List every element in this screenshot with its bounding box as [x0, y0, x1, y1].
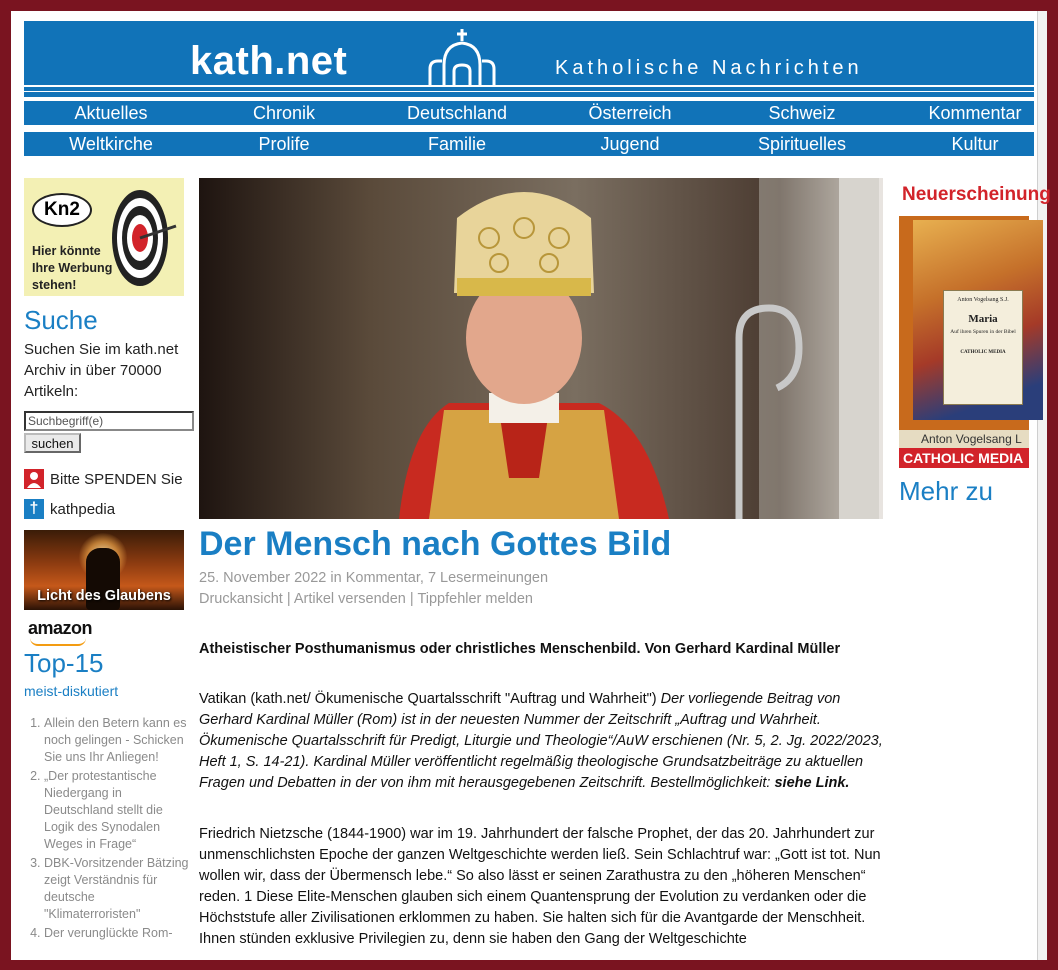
- target-icon: [104, 186, 180, 290]
- donate-icon: [24, 469, 44, 489]
- main-nav-row-2: [24, 132, 1034, 156]
- ad-header: [899, 178, 1051, 216]
- donate-link[interactable]: [24, 468, 183, 490]
- order-link[interactable]: siehe Link.: [774, 775, 850, 791]
- nav-chronik[interactable]: Chronik: [252, 103, 316, 123]
- meta-in: in: [330, 570, 342, 586]
- ad-banner-left[interactable]: [24, 178, 184, 296]
- article-intro: [199, 689, 883, 794]
- site-tagline: Katholische Nachrichten: [555, 57, 863, 79]
- book-author: Anton Vogelsang S.J.: [957, 297, 1009, 303]
- article-date: 25. November 2022: [199, 570, 327, 586]
- article-meta: [199, 570, 548, 586]
- article-body: Friedrich Nietzsche (1844-1900) war im 19. Jahrhundert der falsche Prophet, der das 20. Jahrhundert zur unmenschlichsten Epoche der ganzen Weltgeschichte werden ließ. Sein Schlachtruf war: „Gott ist tot. Nun wollen wir, dass der Übermensch lebe.“ So also lässt er seinen Zarathustra zu den „höheren Menschen“ reden. 1 Diese Elite-Menschen glauben sich einem Quantensprung der Evolution zu verdanken oder die Höchststufe aller Zivilisationen erklommen zu haben. Sie halten sich für die Avantgarde der Menschheit. Ihnen stünden exklusive Privilegien zu, denn sie haben den Gang der Weltgeschichte: [199, 826, 881, 947]
- nav-spirituelles[interactable]: Spirituelles: [757, 134, 847, 154]
- intro-note: Der vorliegende Beitrag von Gerhard Kardinal Müller (Rom) ist in der neuesten Nummer der Zeitschrift „Auftrag und Wahrheit. Ökumenische Quartalsschrift für Predigt, Liturgie und Theologie“/AuW erschienen (Nr. 5, 2. Jg. 2022/2023, Heft 1, S. 14-21). Kardinal Müller veröffentlicht regelmäßig theologische Grundsatzbeiträge zu aktuellen Fragen und Debatten in der von ihm mit herausgegebenen Zeitschrift. Bestellmöglichkeit:: [199, 691, 883, 791]
- book-cover: [943, 290, 1023, 405]
- nav-schweiz[interactable]: Schweiz: [768, 103, 836, 123]
- ad-title: Neuerscheinung: [902, 184, 1051, 205]
- author-caption: Anton Vogelsang L: [899, 430, 1029, 448]
- article-tools: Druckansicht | Artikel versenden | Tippfehler melden: [199, 591, 533, 607]
- list-item[interactable]: 1. Allein den Betern kann es noch gelingen - Schicken Sie uns Ihr Anliegen!: [44, 715, 189, 766]
- book-publisher: CATHOLIC MEDIA: [960, 350, 1006, 355]
- list-item[interactable]: 4. Der verunglückte Rom-: [44, 925, 189, 942]
- licht-des-glaubens-banner[interactable]: [24, 530, 184, 610]
- search-description: Suchen Sie im kath.net Archiv in über 70000 Artikeln:: [24, 341, 179, 400]
- top15-heading: Top-15: [24, 648, 104, 678]
- cross-icon: †: [24, 499, 44, 519]
- article-lead: Atheistischer Posthumanismus oder christliches Menschenbild. Von Gerhard Kardinal Müller: [199, 641, 841, 657]
- print-link[interactable]: Druckansicht: [199, 591, 283, 607]
- ad-text: Hier könnte Ihre Werbung stehen!: [32, 244, 113, 292]
- more-heading: Mehr zu: [899, 476, 993, 506]
- ad-badge: Kn2: [32, 193, 92, 227]
- book-title: Maria: [968, 313, 998, 325]
- header-stripe: [24, 85, 1034, 87]
- cardinal-photo: [199, 178, 883, 519]
- brand-label: CATHOLIC MEDIA: [899, 448, 1029, 468]
- donate-label: Bitte SPENDEN Sie: [50, 470, 183, 488]
- nav-kultur[interactable]: Kultur: [951, 134, 999, 154]
- intro-source: Vatikan (kath.net/ Ökumenische Quartalsschrift "Auftrag und Wahrheit"): [199, 691, 657, 707]
- nav-familie[interactable]: Familie: [427, 134, 487, 154]
- report-typo-link[interactable]: Tippfehler melden: [417, 591, 533, 607]
- nav-oesterreich[interactable]: Österreich: [588, 103, 672, 123]
- nav-kommentar[interactable]: Kommentar: [928, 103, 1022, 123]
- article-title: Der Mensch nach Gottes Bild: [199, 525, 672, 563]
- amazon-logo[interactable]: [28, 618, 92, 639]
- top15-subtitle[interactable]: meist-diskutiert: [24, 683, 119, 699]
- meta-separator: ,: [419, 570, 428, 586]
- book-subtitle: Auf ihren Spuren in der Bibel: [950, 329, 1016, 335]
- amazon-smile-icon: [30, 638, 86, 646]
- ad-banner-right[interactable]: [899, 178, 1051, 468]
- top15-list: [24, 715, 189, 944]
- nav-weltkirche[interactable]: Weltkirche: [69, 134, 153, 154]
- site-header: [24, 21, 1034, 97]
- article-hero-image: [199, 178, 883, 519]
- dome-icon: [420, 27, 504, 89]
- scrollbar[interactable]: [1037, 11, 1047, 960]
- nav-prolife[interactable]: Prolife: [258, 134, 310, 154]
- comments-link[interactable]: 7 Lesermeinungen: [427, 570, 549, 586]
- nav-aktuelles[interactable]: Aktuelles: [74, 103, 148, 123]
- header-stripe: [24, 91, 1034, 92]
- kathpedia-link[interactable]: [24, 498, 115, 520]
- site-logo[interactable]: kath.net: [190, 39, 348, 83]
- nav-jugend[interactable]: Jugend: [600, 134, 660, 154]
- list-item[interactable]: 2. „Der protestantische Niedergang in Deutschland stellt die Logik des Synodalen Weges in Frage“: [44, 768, 189, 853]
- main-nav-row-1: [24, 101, 1034, 125]
- licht-banner-label: Licht des Glaubens: [37, 588, 171, 604]
- list-item[interactable]: 3. DBK-Vorsitzender Bätzing zeigt Verständnis für deutsche "Klimaterroristen": [44, 855, 189, 923]
- search-heading: Suche: [24, 305, 98, 335]
- send-article-link[interactable]: Artikel versenden: [293, 591, 406, 607]
- search-input[interactable]: [24, 411, 194, 431]
- article-category-link[interactable]: Kommentar: [345, 570, 420, 586]
- amazon-label: amazon: [28, 618, 93, 638]
- search-button[interactable]: suchen: [24, 433, 81, 453]
- nav-deutschland[interactable]: Deutschland: [406, 103, 508, 123]
- kathpedia-label: kathpedia: [50, 500, 116, 518]
